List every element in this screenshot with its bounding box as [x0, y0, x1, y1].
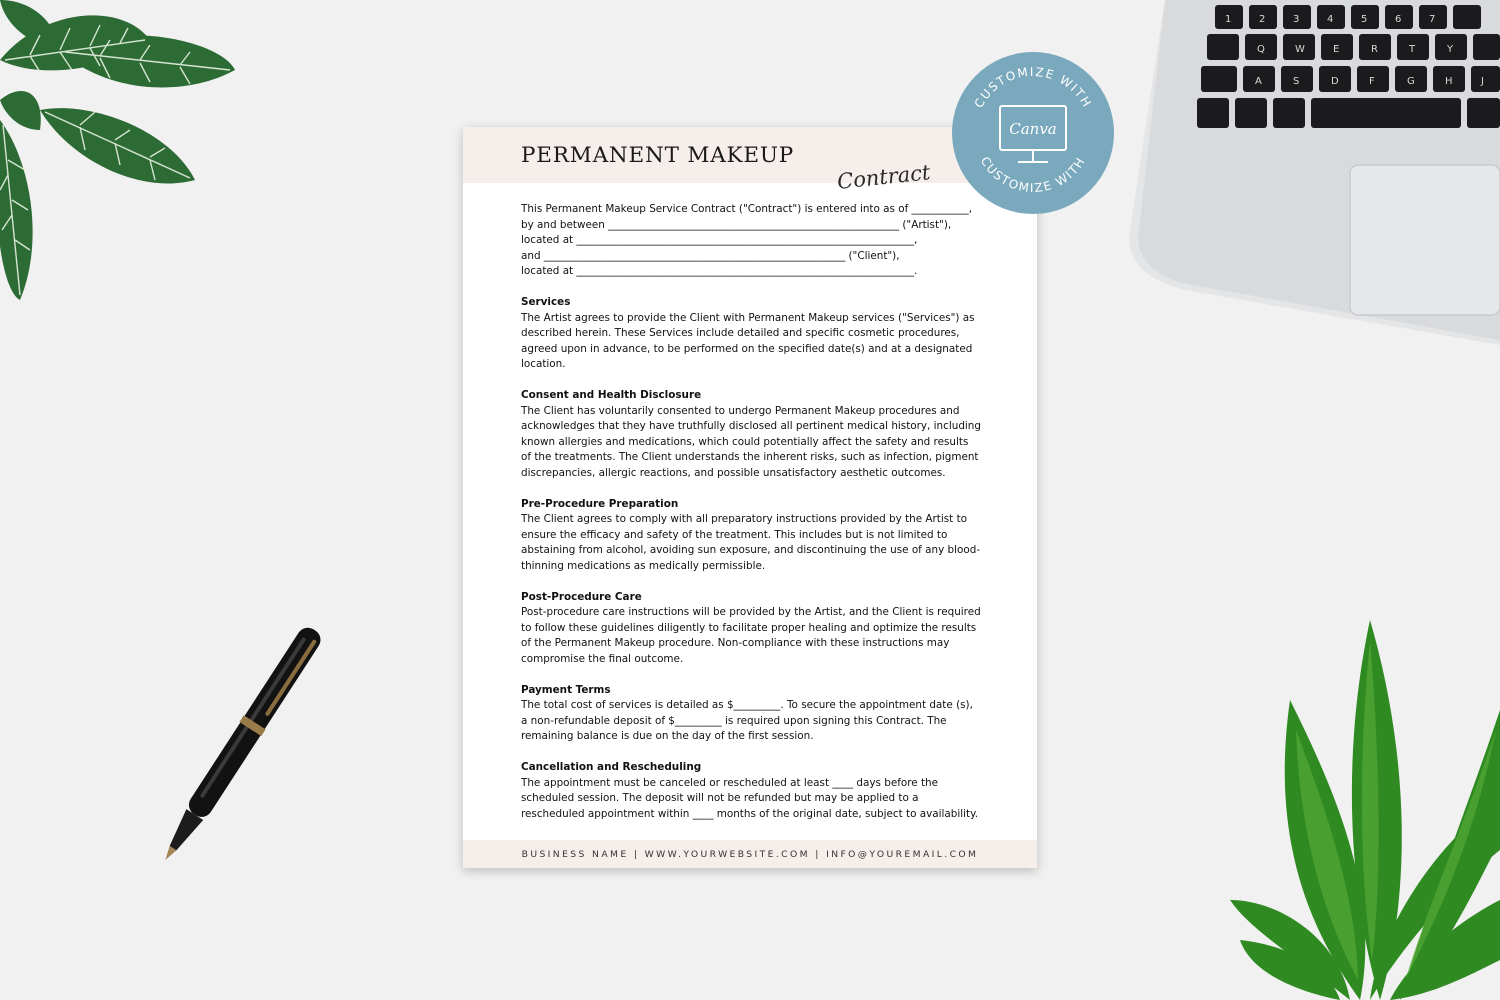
section-text: The appointment must be canceled or rescheduled at least ____ days before the scheduled session. The deposit will not be refunded but may be applied to a rescheduled appointment within ____ months of the original date, subject to availability.	[521, 776, 979, 820]
svg-text:S: S	[1293, 76, 1300, 87]
svg-text:J: J	[1481, 76, 1484, 87]
section-text: The total cost of services is detailed as $_________. To secure the appointment date (s), a non-refundable deposit of $_________ is required upon signing this Contract. The remaining balance is due on the day of the first session.	[521, 699, 973, 742]
footer-contact-line: BUSINESS NAME | WWW.YOURWEBSITE.COM | INFO@YOUREMAIL.COM	[521, 848, 979, 860]
contract-page	[463, 127, 1037, 868]
badge-graphic	[952, 52, 1114, 214]
section-heading: Services	[521, 296, 571, 308]
section-services	[521, 295, 981, 373]
plant-leaves-image	[0, 0, 250, 320]
svg-text:4: 4	[1327, 14, 1334, 25]
footer-band	[463, 840, 1037, 868]
svg-text:6: 6	[1395, 14, 1402, 25]
contract-body	[521, 202, 981, 822]
svg-text:Y: Y	[1447, 44, 1454, 55]
svg-text:Q: Q	[1257, 44, 1265, 55]
svg-text:7: 7	[1429, 14, 1436, 25]
section-heading: Consent and Health Disclosure	[521, 389, 702, 401]
svg-text:R: R	[1371, 44, 1378, 55]
badge-ring-text-bottom: CUSTOMIZE WITH	[977, 154, 1089, 196]
section-payment	[521, 683, 981, 745]
svg-text:D: D	[1331, 76, 1339, 87]
svg-text:G: G	[1407, 76, 1415, 87]
section-pre-procedure	[521, 497, 981, 575]
section-cancellation	[521, 760, 981, 822]
section-text: The Client agrees to comply with all preparatory instructions provided by the Artist to ensure the efficacy and safety of the treatment. This includes but is not limited to abstaining from alcohol, avoiding sun exposure, and discontinuing the use of any blood-thinning medications as medically permissible.	[521, 513, 981, 572]
section-heading: Post-Procedure Care	[521, 590, 642, 603]
section-heading: Payment Terms	[521, 683, 611, 696]
svg-text:2: 2	[1259, 14, 1266, 25]
laptop-image	[1125, 0, 1500, 345]
canva-logo-text: Canva	[1009, 120, 1057, 138]
svg-text:5: 5	[1361, 14, 1368, 25]
section-post-procedure	[521, 590, 981, 668]
svg-text:1: 1	[1225, 14, 1232, 25]
badge-ring-text-top: CUSTOMIZE WITH	[971, 64, 1095, 111]
intro-line: and __________________________________________________________ ("Client"),	[521, 249, 900, 262]
section-heading: Pre-Procedure Preparation	[521, 497, 679, 510]
intro-line: This Permanent Makeup Service Contract ("Contract") is entered into as of ___________,	[521, 203, 973, 215]
intro-block	[521, 202, 981, 280]
svg-text:W: W	[1295, 44, 1305, 55]
plant-image	[1230, 600, 1500, 1000]
intro-line: located at _________________________________________________________________.	[521, 265, 918, 277]
svg-text:A: A	[1255, 76, 1262, 87]
svg-text:E: E	[1333, 44, 1340, 55]
svg-text:T: T	[1409, 44, 1416, 55]
document-script-subtitle: Contract	[836, 160, 932, 194]
svg-text:F: F	[1369, 76, 1375, 87]
section-text: The Artist agrees to provide the Client with Permanent Makeup services ("Services") as described herein. These Services include detailed and specific cosmetic procedures, agreed upon in advance, to be performed on the specified date(s) and at a designated location.	[521, 311, 975, 370]
svg-text:3: 3	[1293, 14, 1300, 25]
section-text: The Client has voluntarily consented to undergo Permanent Makeup procedures and acknowledges that they have truthfully disclosed all pertinent medical history, including known allergies and medications, which could potentially affect the safety and results of the treatments. The Client understands the inherent risks, such as infection, pigment discrepancies, allergic reactions, and possible unsatisfactory aesthetic outcomes.	[521, 404, 981, 479]
intro-line: by and between ________________________________________________________ ("Artist"),	[521, 218, 952, 231]
svg-text:H: H	[1445, 76, 1453, 87]
customize-with-canva-badge	[952, 52, 1114, 214]
document-title: PERMANENT MAKEUP	[521, 143, 795, 168]
section-heading: Cancellation and Rescheduling	[521, 761, 702, 773]
section-consent	[521, 388, 981, 481]
pen-image	[140, 600, 340, 890]
section-text: Post-procedure care instructions will be provided by the Artist, and the Client is required to follow these guidelines diligently to facilitate proper healing and optimize the results of the Permanent Makeup procedure. Non-compliance with these instructions may compromise the final outcome.	[521, 606, 981, 665]
intro-line: located at _________________________________________________________________,	[521, 234, 918, 246]
